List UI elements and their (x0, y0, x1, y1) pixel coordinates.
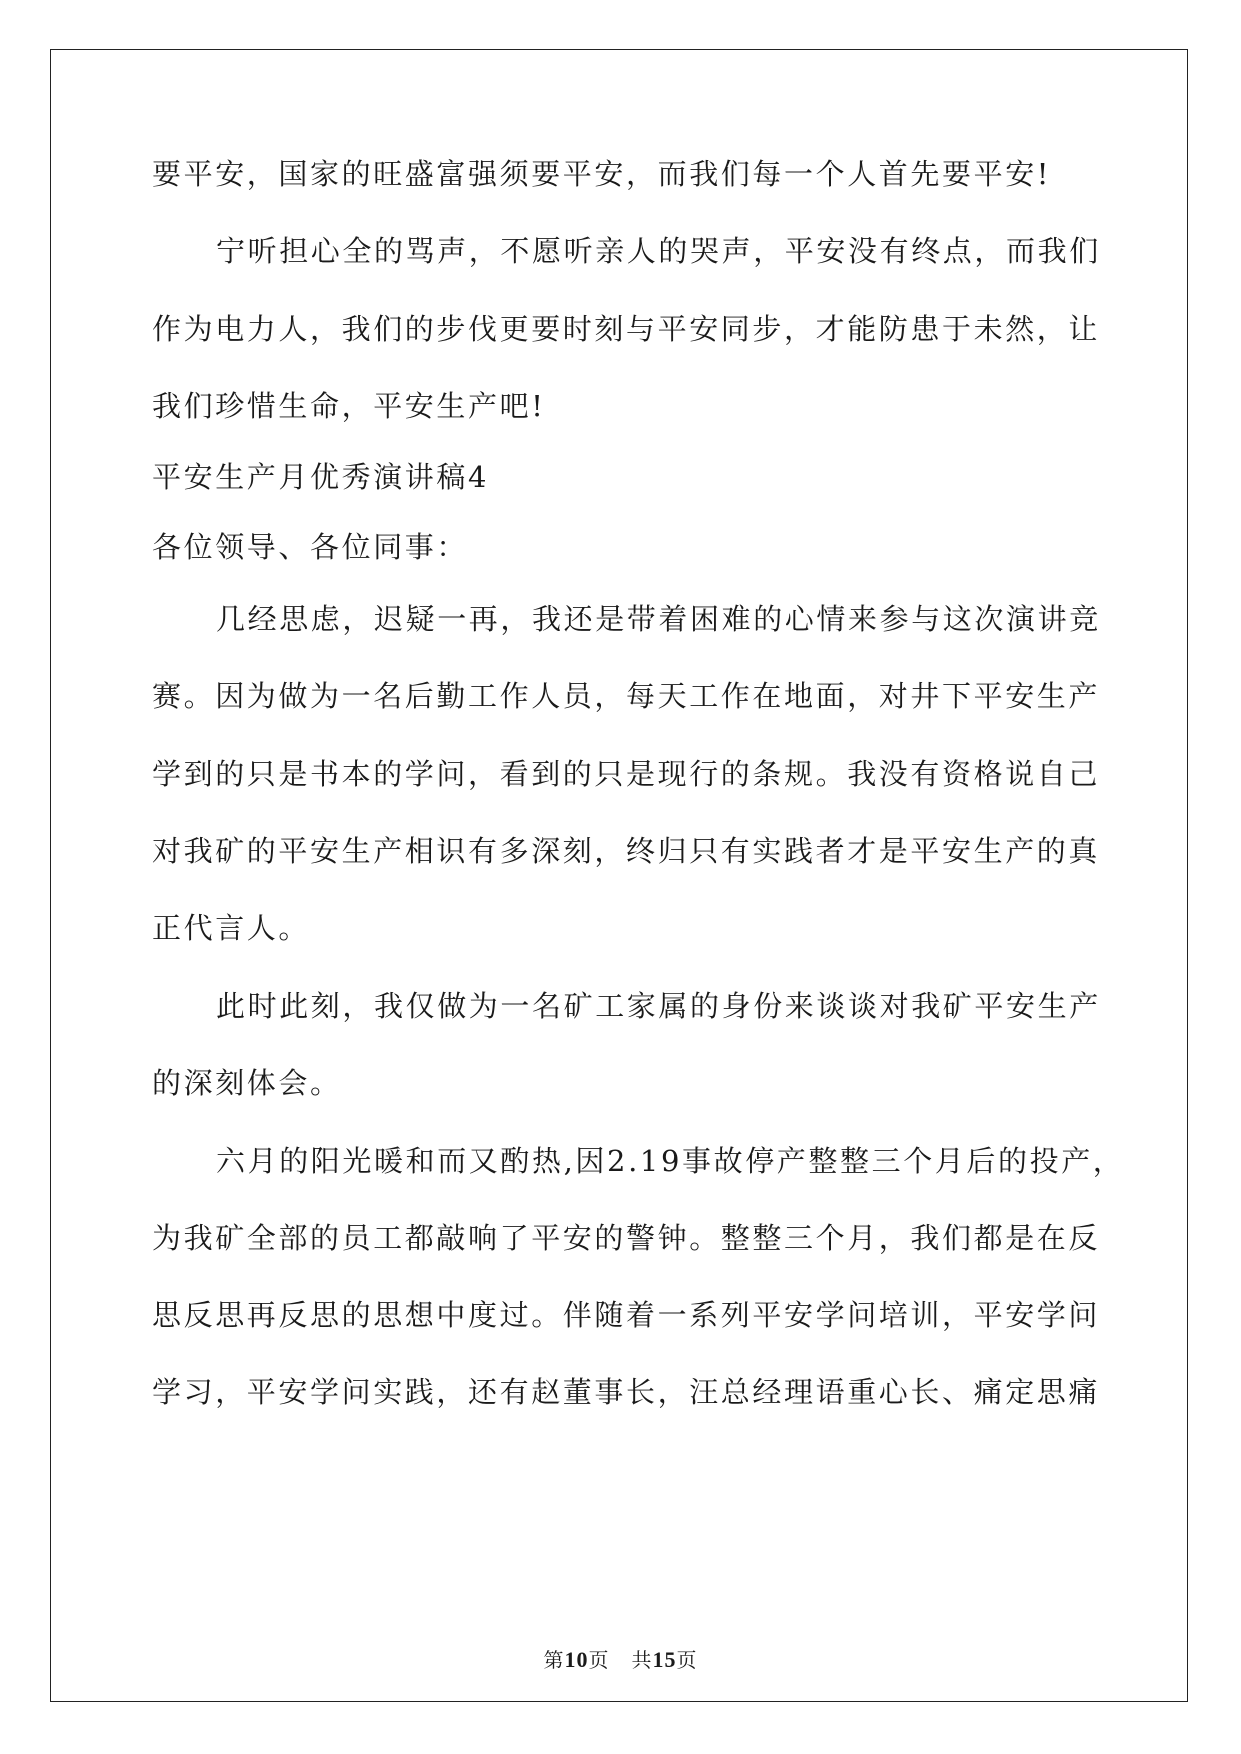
total-page-number: 15 (652, 1647, 677, 1672)
text-line: 学习，平安学问实践，还有赵董事长，汪总经理语重心长、痛定思痛 (152, 1375, 1101, 1409)
text-line: 对我矿的平安生产相识有多深刻，终归只有实践者才是平安生产的真 (152, 834, 1101, 868)
page-border (50, 49, 1188, 1702)
total-prefix: 共 (631, 1648, 653, 1672)
section-title: 平安生产月优秀演讲稿4 (152, 460, 490, 494)
text-line: 正代言人。 (152, 911, 311, 945)
text-line: 赛。因为做为一名后勤工作人员，每天工作在地面，对井下平安生产 (152, 679, 1101, 713)
paragraph-first-line: 六月的阳光暖和而又酌热,因2.19事故停产整整三个月后的投产， (216, 1144, 1125, 1178)
page-footer (0, 1648, 1241, 1672)
text-line: 我们珍惜生命，平安生产吧! (152, 389, 546, 423)
page-prefix: 第 (543, 1648, 565, 1672)
paragraph-first-line: 几经思虑，迟疑一再，我还是带着困难的心情来参与这次演讲竞 (216, 602, 1101, 636)
paragraph-first-line: 此时此刻，我仅做为一名矿工家属的身份来谈谈对我矿平安生产 (216, 989, 1101, 1023)
page-suffix: 页 (588, 1648, 610, 1672)
text-line: 思反思再反思的思想中度过。伴随着一系列平安学问培训，平安学问 (152, 1298, 1101, 1332)
paragraph-first-line: 宁听担心全的骂声，不愿听亲人的哭声，平安没有终点，而我们 (216, 234, 1101, 268)
text-line: 学到的只是书本的学问，看到的只是现行的条规。我没有资格说自己 (152, 757, 1101, 791)
text-line: 为我矿全部的员工都敲响了平安的警钟。整整三个月，我们都是在反 (152, 1221, 1101, 1255)
current-page-number: 10 (564, 1647, 589, 1672)
text-line: 作为电力人，我们的步伐更要时刻与平安同步，才能防患于未然，让 (152, 312, 1101, 346)
text-line: 要平安，国家的旺盛富强须要平安，而我们每一个人首先要平安! (152, 157, 1052, 191)
salutation: 各位领导、各位同事： (152, 530, 469, 564)
text-line: 的深刻体会。 (152, 1066, 342, 1100)
total-suffix: 页 (676, 1648, 698, 1672)
